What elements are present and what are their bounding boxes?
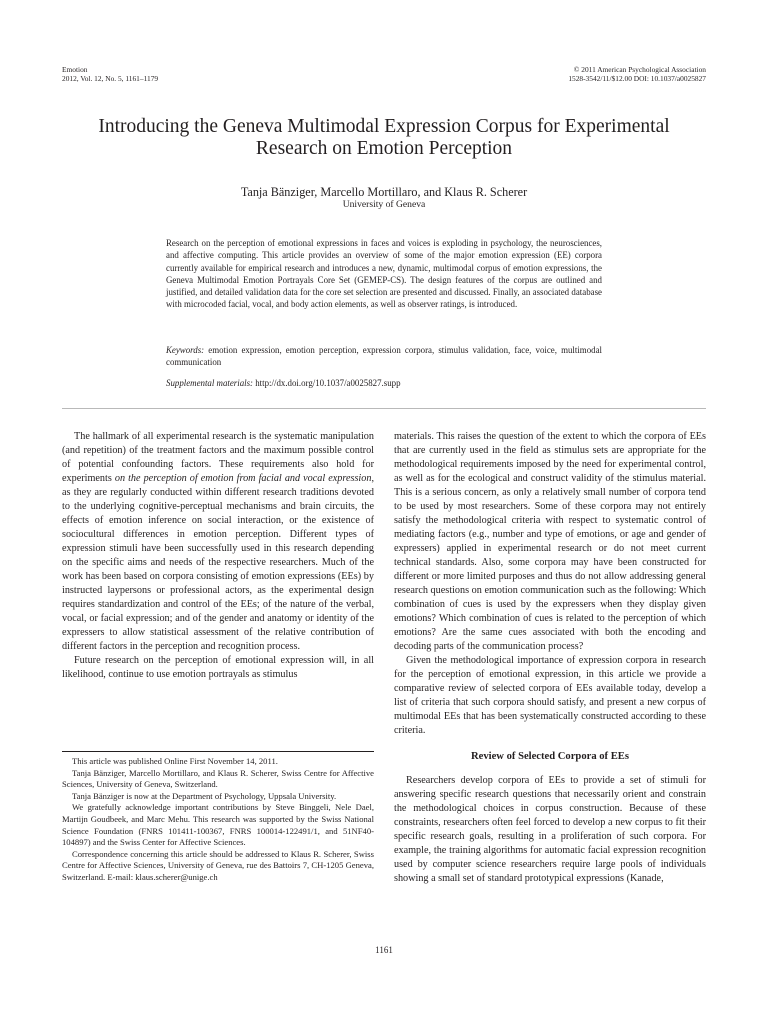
intro-paragraph-2: Future research on the perception of emotional expression will, in all likelihood, continue to use emotion portrayals as stimulus xyxy=(62,655,374,680)
text-run: The hallmark of all experimental research is the systematic manipulation (and repetition) of the treatment factors and the maximum possible control of potential confounding factors. These requirements also hold for experiments xyxy=(62,431,374,484)
footnote-correspondence: Correspondence concerning this article should be addressed to Klaus R. Scherer, Swiss Centre for Affective Sciences, University of Geneva, rue des Battoirs 7, CH-1205 Geneva, Switzerland. E-mail: klaus.scherer@unige.ch xyxy=(62,848,374,882)
copyright-notice: © 2011 American Psychological Association xyxy=(573,65,706,74)
abstract: Research on the perception of emotional expressions in faces and voices is exploding in psychology, the neurosciences, and affective computing. This article provides an overview of some of the major emotion expression (EE) corpora currently available for empirical research and introduces a new, dynamic, multimodal corpus of emotion expressions, the Geneva Multimodal Emotion Portrayals Core Set (GEMEP-CS). The design features of the corpus are outlined and justified, and detailed validation data for the core set selection are presented and discussed. Finally, an associated database with microcoded facial, vocal, and body action elements, as well as observer ratings, is introduced. xyxy=(166,238,602,310)
doi-info: 1528-3542/11/$12.00 DOI: 10.1037/a0025827 xyxy=(568,73,706,83)
right-column xyxy=(394,430,706,886)
affiliation: University of Geneva xyxy=(342,199,426,210)
intro-paragraph-1 xyxy=(62,430,374,654)
author-list: Tanja Bänziger, Marcello Mortillaro, and Klaus R. Scherer xyxy=(240,185,528,199)
running-header-left xyxy=(62,66,158,83)
keywords xyxy=(166,344,602,369)
title-line-1: Introducing the Geneva Multimodal Expression Corpus for Experimental xyxy=(98,116,670,137)
volume-info: 2012, Vol. 12, No. 5, 1161–1179 xyxy=(62,73,159,83)
footnote-affiliation: Tanja Bänziger, Marcello Mortillaro, and Klaus R. Scherer, Swiss Centre for Affective Sciences, University of Geneva, Switzerland. xyxy=(62,767,374,790)
page-number: 1161 xyxy=(375,945,393,955)
left-column xyxy=(62,430,374,682)
continued-paragraph: materials. This raises the question of the extent to which the corpora of EEs that are currently used in the field as stimulus sets are appropriate for the methodological requirements imposed by the need for experimental control, as well as for the ecological and construct validity of the stimulus material. This is a serious concern, as only a relatively small number of corpora tend to be used by most researchers. Some of these corpora may not entirely satisfy the methodological criteria with respect to systematic control of mediating factors (e.g., number and type of emotions, or age and gender of expressers) applied in experimental research or do not meet current technical standards. Also, some corpora may have been constructed for different or more limited purposes and thus do not allow addressing general research questions on emotion communication such as the following: Which combination of cues is used by the expressers when they display given emotions? Which combination of cues is related to the perception of which emotions? Are the same cues associated with both the encoding and decoding parts of the communication process? xyxy=(394,431,706,652)
abstract-divider xyxy=(62,408,706,409)
methodology-paragraph: Given the methodological importance of expression corpora in research for the perception of emotional expression, in this article we provide a comparative review of selected corpora of EEs available today, develop a list of criteria that such corpora should satisfy, and present a new corpus of multimodal EEs that has been systematically constructed according to these criteria. xyxy=(394,655,706,736)
running-header-right xyxy=(568,66,706,83)
footnote-divider xyxy=(62,751,374,752)
footnote-acknowledgments: We gratefully acknowledge important contributions by Steve Binggeli, Nele Dael, Martijn Goudbeek, and Marc Mehu. This research was supported by the Swiss National Science Foundation (FNRS 101411-100367, FNRS 100014-122491/1, and 51NF40-104897) and the Swiss Center for Affective Sciences. xyxy=(62,802,374,848)
section-heading: Review of Selected Corpora of EEs xyxy=(471,751,629,762)
footnote-published: This article was published Online First November 14, 2011. xyxy=(72,756,278,766)
article-title xyxy=(40,116,728,160)
supp-link[interactable]: http://dx.doi.org/10.1037/a0025827.supp xyxy=(253,378,401,388)
keywords-text: emotion expression, emotion perception, expression corpora, stimulus validation, face, voice, multimodal communication xyxy=(166,345,602,368)
title-line-2: Research on Emotion Perception xyxy=(255,138,513,159)
review-paragraph: Researchers develop corpora of EEs to provide a set of stimuli for answering specific research questions that necessarily orient and constrain the methodological choices in corpus construction. Because of these constraints, researchers often feel forced to develop a new corpus to fit their specific research goals, resulting in a proliferation of such corpora. For example, the training algorithms for automatic facial expression recognition used by computer science researchers require large pools of individuals showing a small set of standard prototypical expressions (Kanade, xyxy=(394,775,706,884)
footnote-current-address: Tanja Bänziger is now at the Department of Psychology, Uppsala University. xyxy=(72,790,337,801)
emphasis-text: on the perception of emotion from facial and vocal expression xyxy=(114,473,372,484)
keywords-label: Keywords: xyxy=(166,345,205,355)
journal-name: Emotion xyxy=(62,65,88,74)
footnotes xyxy=(62,756,374,884)
text-run: , as they are regularly conducted within different research traditions devoted to the underlying cognitive-perceptual mechanisms and brain circuits, the effects of emotion inference on social interaction, or the existence of sociocultural differences in emotion perception. Different types of expression stimuli have been successfully used in this research depending on the specific aims and needs of the respective researchers. Much of the work has been based on corpora consisting of emotion expressions (EEs) by instructed laypersons or professional actors, as the experimental design requires standardization and control of the EEs; of the nature of the verbal, vocal, or facial expression; and of the gender and anatomy or identity of the expressers to allow statistical assessment of the relative contribution of different factors in the perception and recognition process. xyxy=(62,473,374,652)
supp-label: Supplemental materials: xyxy=(166,378,254,388)
supplemental-materials xyxy=(166,377,602,389)
